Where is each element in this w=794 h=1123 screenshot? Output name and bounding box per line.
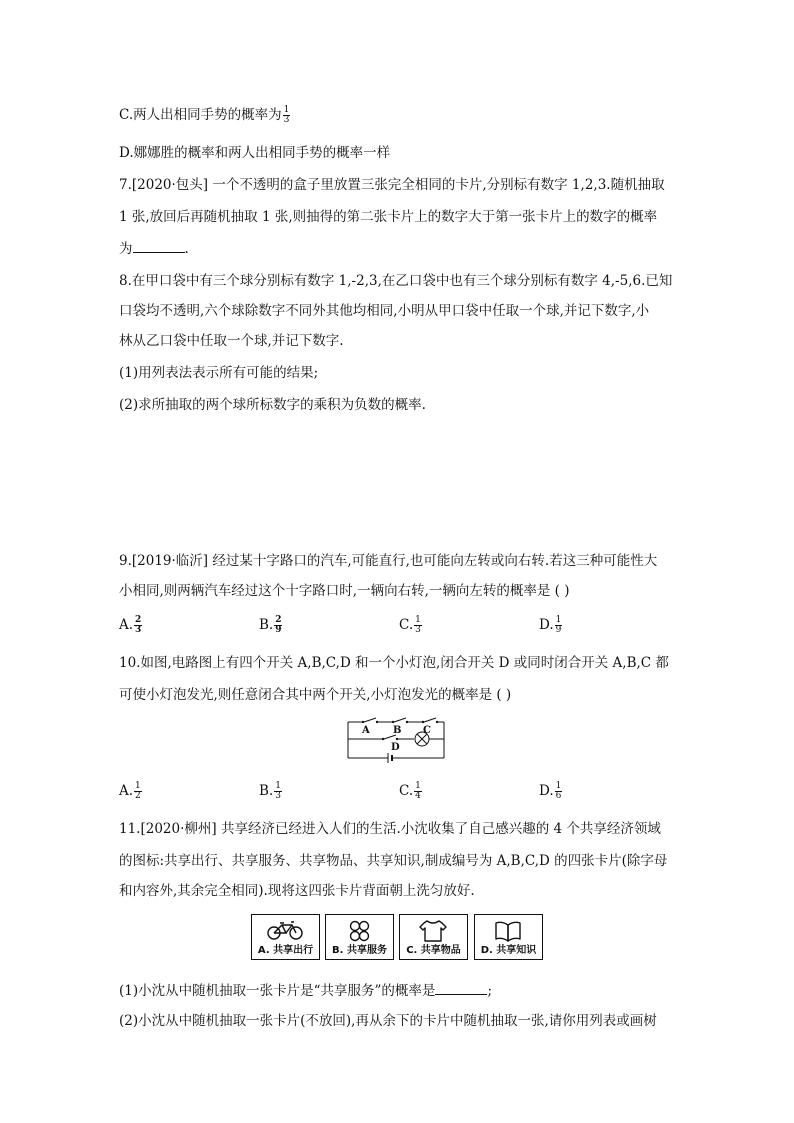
q9-option-d[interactable]: D. $\frac{1}{9}$ <box>539 615 562 635</box>
switch-c-label: C <box>423 725 431 736</box>
card-b-shared-service <box>325 914 394 960</box>
q10-option-c[interactable]: C. $\frac{1}{4}$ <box>399 781 421 801</box>
q9-option-a[interactable]: A. $\frac{2}{3}$ <box>119 615 142 635</box>
q9-option-c[interactable]: C. $\frac{1}{3}$ <box>399 615 421 635</box>
q8-line-2: 口袋均不透明,六个球除数字不同外其他均相同,小明从甲口袋中任取一个球,并记下数字,小 <box>119 303 650 319</box>
q10-line-1: 10.如图,电路图上有四个开关 A,B,C,D 和一个小灯泡,闭合开关 D 或同时闭合开关 A,B,C 都 <box>119 655 669 671</box>
bicycle-icon <box>252 917 318 945</box>
q10-option-d[interactable]: D. $\frac{1}{6}$ <box>539 781 562 801</box>
switch-d-label: D <box>391 742 400 753</box>
q9-option-b[interactable]: B. $\frac{2}{9}$ <box>259 615 282 635</box>
q6-option-c-fraction: $\frac{1}{3}$ <box>283 105 290 125</box>
switch-a-label: A <box>362 725 370 736</box>
q8-sub-2: (2)求所抽取的两个球所标数字的乘积为负数的概率. <box>119 397 426 413</box>
q9-line-1: 9.[2019·临沂] 经过某十字路口的汽车,可能直行,也可能向左转或向右转.若这三种可能性大 <box>119 553 658 569</box>
q7-line-3: 为 . <box>119 238 189 258</box>
book-icon <box>475 917 541 945</box>
card-c-shared-goods <box>399 914 468 960</box>
card-a-label: A. 共享出行 <box>257 945 314 956</box>
shirt-icon <box>400 917 466 945</box>
q8-sub-1: (1)用列表法表示所有可能的结果; <box>119 365 319 381</box>
q11-sub-1: (1)小沈从中随机抽取一张卡片是“共享服务”的概率是 ; <box>119 980 492 1000</box>
q6-option-d: D.娜娜胜的概率和两人出相同手势的概率一样 <box>119 145 391 161</box>
card-d-label: D. 共享知识 <box>480 945 537 956</box>
card-b-label: B. 共享服务 <box>332 945 387 956</box>
q9-line-2: 小相同,则两辆汽车经过这个十字路口时,一辆向右转,一辆向左转的概率是 ( ) <box>119 583 570 599</box>
q8-line-3: 林从乙口袋中任取一个球,并记下数字. <box>119 333 344 349</box>
q11-line-3: 和内容外,其余完全相同).现将这四张卡片背面朝上洗匀放好. <box>119 883 475 899</box>
card-a-shared-travel <box>251 914 320 960</box>
switch-b-label: B <box>393 725 402 736</box>
q8-line-1: 8.在甲口袋中有三个球分别标有数字 1,-2,3,在乙口袋中也有三个球分别标有数字 4,-5,6.已知 <box>119 273 673 289</box>
service-icon <box>326 917 392 945</box>
card-d-shared-knowledge <box>474 914 543 960</box>
q7-line-1: 7.[2020·包头] 一个不透明的盒子里放置三张完全相同的卡片,分别标有数字 1,2,3.随机抽取 <box>119 177 665 193</box>
q11-answer-blank[interactable] <box>435 980 487 995</box>
q11-line-2: 的图标:共享出行、共享服务、共享物品、共享知识,制成编号为 A,B,C,D 的四张卡片(除字母 <box>119 853 668 869</box>
q10-option-b[interactable]: B. $\frac{1}{3}$ <box>259 781 281 801</box>
q11-sub-2: (2)小沈从中随机抽取一张卡片(不放回),再从余下的卡片中随机抽取一张,请你用列表或画树 <box>119 1013 657 1029</box>
q7-line-2: 1 张,放回后再随机抽取 1 张,则抽得的第二张卡片上的数字大于第一张卡片上的数字的概率 <box>119 209 658 225</box>
q10-line-2: 可使小灯泡发光,则任意闭合其中两个开关,小灯泡发光的概率是 ( ) <box>119 687 512 703</box>
q6-option-c-text: C.两人出相同手势的概率为 <box>119 107 282 123</box>
q10-option-a[interactable]: A. $\frac{1}{2}$ <box>119 781 141 801</box>
card-c-label: C. 共享物品 <box>406 945 461 956</box>
circuit-diagram <box>340 714 452 766</box>
q7-answer-blank[interactable] <box>133 238 185 253</box>
q6-option-c <box>119 106 291 125</box>
q11-line-1: 11.[2020·柳州] 共享经济已经进入人们的生活.小沈收集了自己感兴趣的 4 个共享经济领域 <box>119 821 661 837</box>
